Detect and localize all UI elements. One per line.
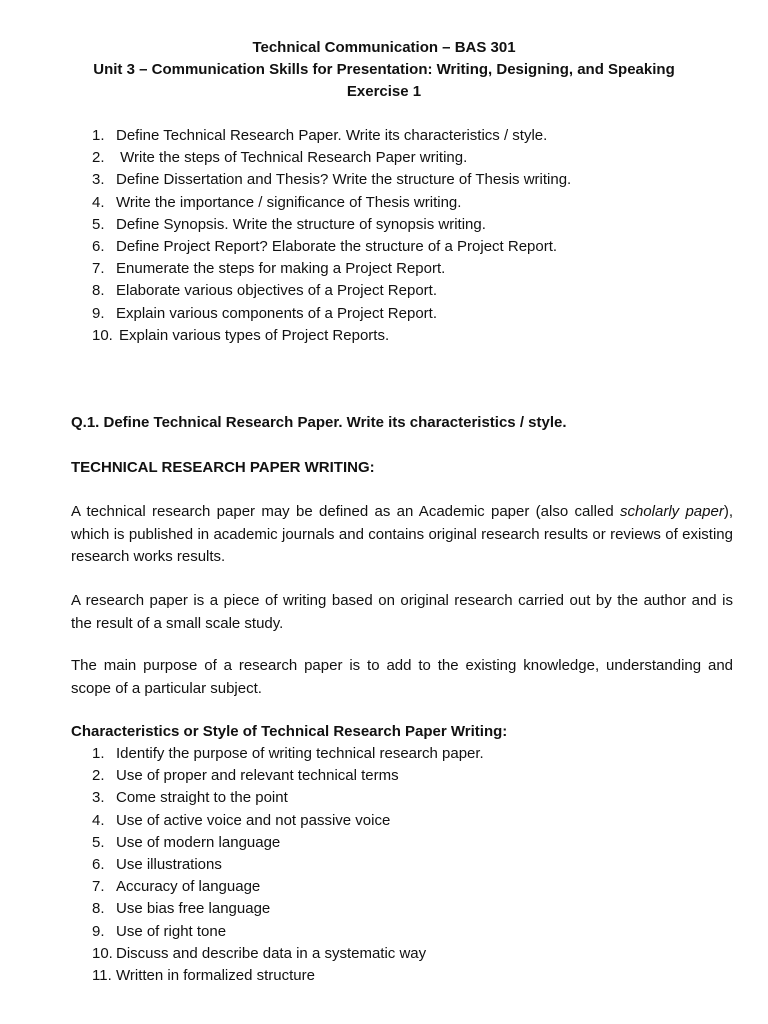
question-item	[92, 169, 571, 191]
characteristic-item	[92, 765, 484, 787]
question-item	[92, 325, 571, 347]
characteristic-item	[92, 832, 484, 854]
characteristic-item	[92, 876, 484, 898]
characteristic-number: 4.	[92, 811, 105, 829]
question-item	[92, 303, 571, 325]
question-item	[92, 147, 571, 169]
question-text: Explain various components of a Project Report.	[116, 304, 437, 322]
paragraph-text: ), which is published in academic journals and contains original research results or reviews of existing research works results.	[71, 503, 733, 565]
characteristic-number: 1.	[92, 745, 105, 762]
question-text: Define Synopsis. Write the structure of synopsis writing.	[116, 215, 486, 233]
characteristic-item	[92, 943, 484, 965]
question-item	[92, 125, 571, 147]
characteristic-item	[92, 898, 484, 920]
characteristic-number: 5.	[92, 833, 105, 851]
characteristic-number: 10.	[92, 944, 113, 962]
question-text: Explain various types of Project Reports.	[119, 326, 390, 344]
characteristic-text: Use illustrations	[116, 855, 222, 873]
characteristic-text: Written in formalized structure	[116, 966, 315, 984]
question-item	[92, 236, 571, 258]
question-text: Elaborate various objectives of a Project Report.	[116, 282, 437, 300]
characteristics-list	[92, 743, 484, 987]
exercise-title: Exercise 1	[346, 83, 422, 100]
section-heading: TECHNICAL RESEARCH PAPER WRITING:	[71, 459, 375, 476]
unit-title: Unit 3 – Communication Skills for Presentation: Writing, Designing, and Speaking	[93, 61, 675, 78]
characteristic-number: 6.	[92, 855, 105, 873]
question-number: 1.	[92, 127, 105, 144]
italic-term: scholarly paper	[619, 503, 724, 520]
characteristic-text: Use of right tone	[116, 922, 227, 940]
question-number: 8.	[92, 282, 105, 300]
characteristic-number: 9.	[92, 922, 105, 940]
characteristic-number: 8.	[92, 900, 105, 918]
characteristic-text: Come straight to the point	[116, 789, 288, 807]
characteristics-heading: Characteristics or Style of Technical Research Paper Writing:	[71, 723, 508, 740]
answer-question-title: Q.1. Define Technical Research Paper. Write its characteristics / style.	[71, 414, 567, 431]
question-number: 7.	[92, 260, 105, 278]
question-text: Write the steps of Technical Research Paper writing.	[116, 149, 468, 167]
characteristic-text: Use bias free language	[116, 900, 271, 918]
characteristic-number: 2.	[92, 767, 105, 785]
question-text: Define Technical Research Paper. Write its characteristics / style.	[116, 127, 548, 144]
purpose-paragraph: The main purpose of a research paper is to add to the existing knowledge, understanding and scope of a particular subject.	[71, 657, 733, 697]
characteristic-item	[92, 787, 484, 809]
characteristic-item	[92, 854, 484, 876]
question-number: 5.	[92, 215, 105, 233]
characteristic-item	[92, 810, 484, 832]
characteristic-number: 3.	[92, 789, 105, 807]
question-item	[92, 280, 571, 302]
characteristic-number: 11.	[92, 966, 112, 984]
question-item	[92, 214, 571, 236]
characteristic-text: Use of proper and relevant technical terms	[116, 767, 399, 785]
question-number: 3.	[92, 171, 105, 189]
research-paper-paragraph: A research paper is a piece of writing based on original research carried out by the author and is the result of a small scale study.	[71, 592, 733, 632]
characteristic-text: Use of active voice and not passive voice	[116, 811, 391, 829]
question-number: 2.	[92, 149, 105, 167]
characteristic-text: Use of modern language	[116, 833, 281, 851]
question-text: Write the importance / significance of Thesis writing.	[116, 193, 462, 211]
question-text: Enumerate the steps for making a Project Report.	[116, 260, 446, 278]
question-number: 6.	[92, 237, 105, 255]
question-number: 9.	[92, 304, 105, 322]
characteristic-text: Identify the purpose of writing technical research paper.	[116, 745, 484, 762]
document-title: Technical Communication – BAS 301	[252, 39, 516, 56]
question-number: 4.	[92, 193, 105, 211]
paragraph-text: A technical research paper may be defined as an Academic paper (also called	[71, 503, 620, 520]
characteristic-item	[92, 921, 484, 943]
question-text: Define Project Report? Elaborate the structure of a Project Report.	[116, 237, 558, 255]
characteristic-text: Discuss and describe data in a systematic way	[116, 944, 427, 962]
question-list	[92, 125, 571, 347]
characteristic-item	[92, 743, 484, 765]
question-item	[92, 258, 571, 280]
question-item	[92, 192, 571, 214]
definition-paragraph	[71, 501, 733, 569]
question-number: 10.	[92, 326, 113, 344]
question-text: Define Dissertation and Thesis? Write the structure of Thesis writing.	[116, 171, 572, 189]
characteristic-item	[92, 965, 484, 987]
characteristic-number: 7.	[92, 878, 105, 896]
characteristic-text: Accuracy of language	[116, 878, 261, 896]
